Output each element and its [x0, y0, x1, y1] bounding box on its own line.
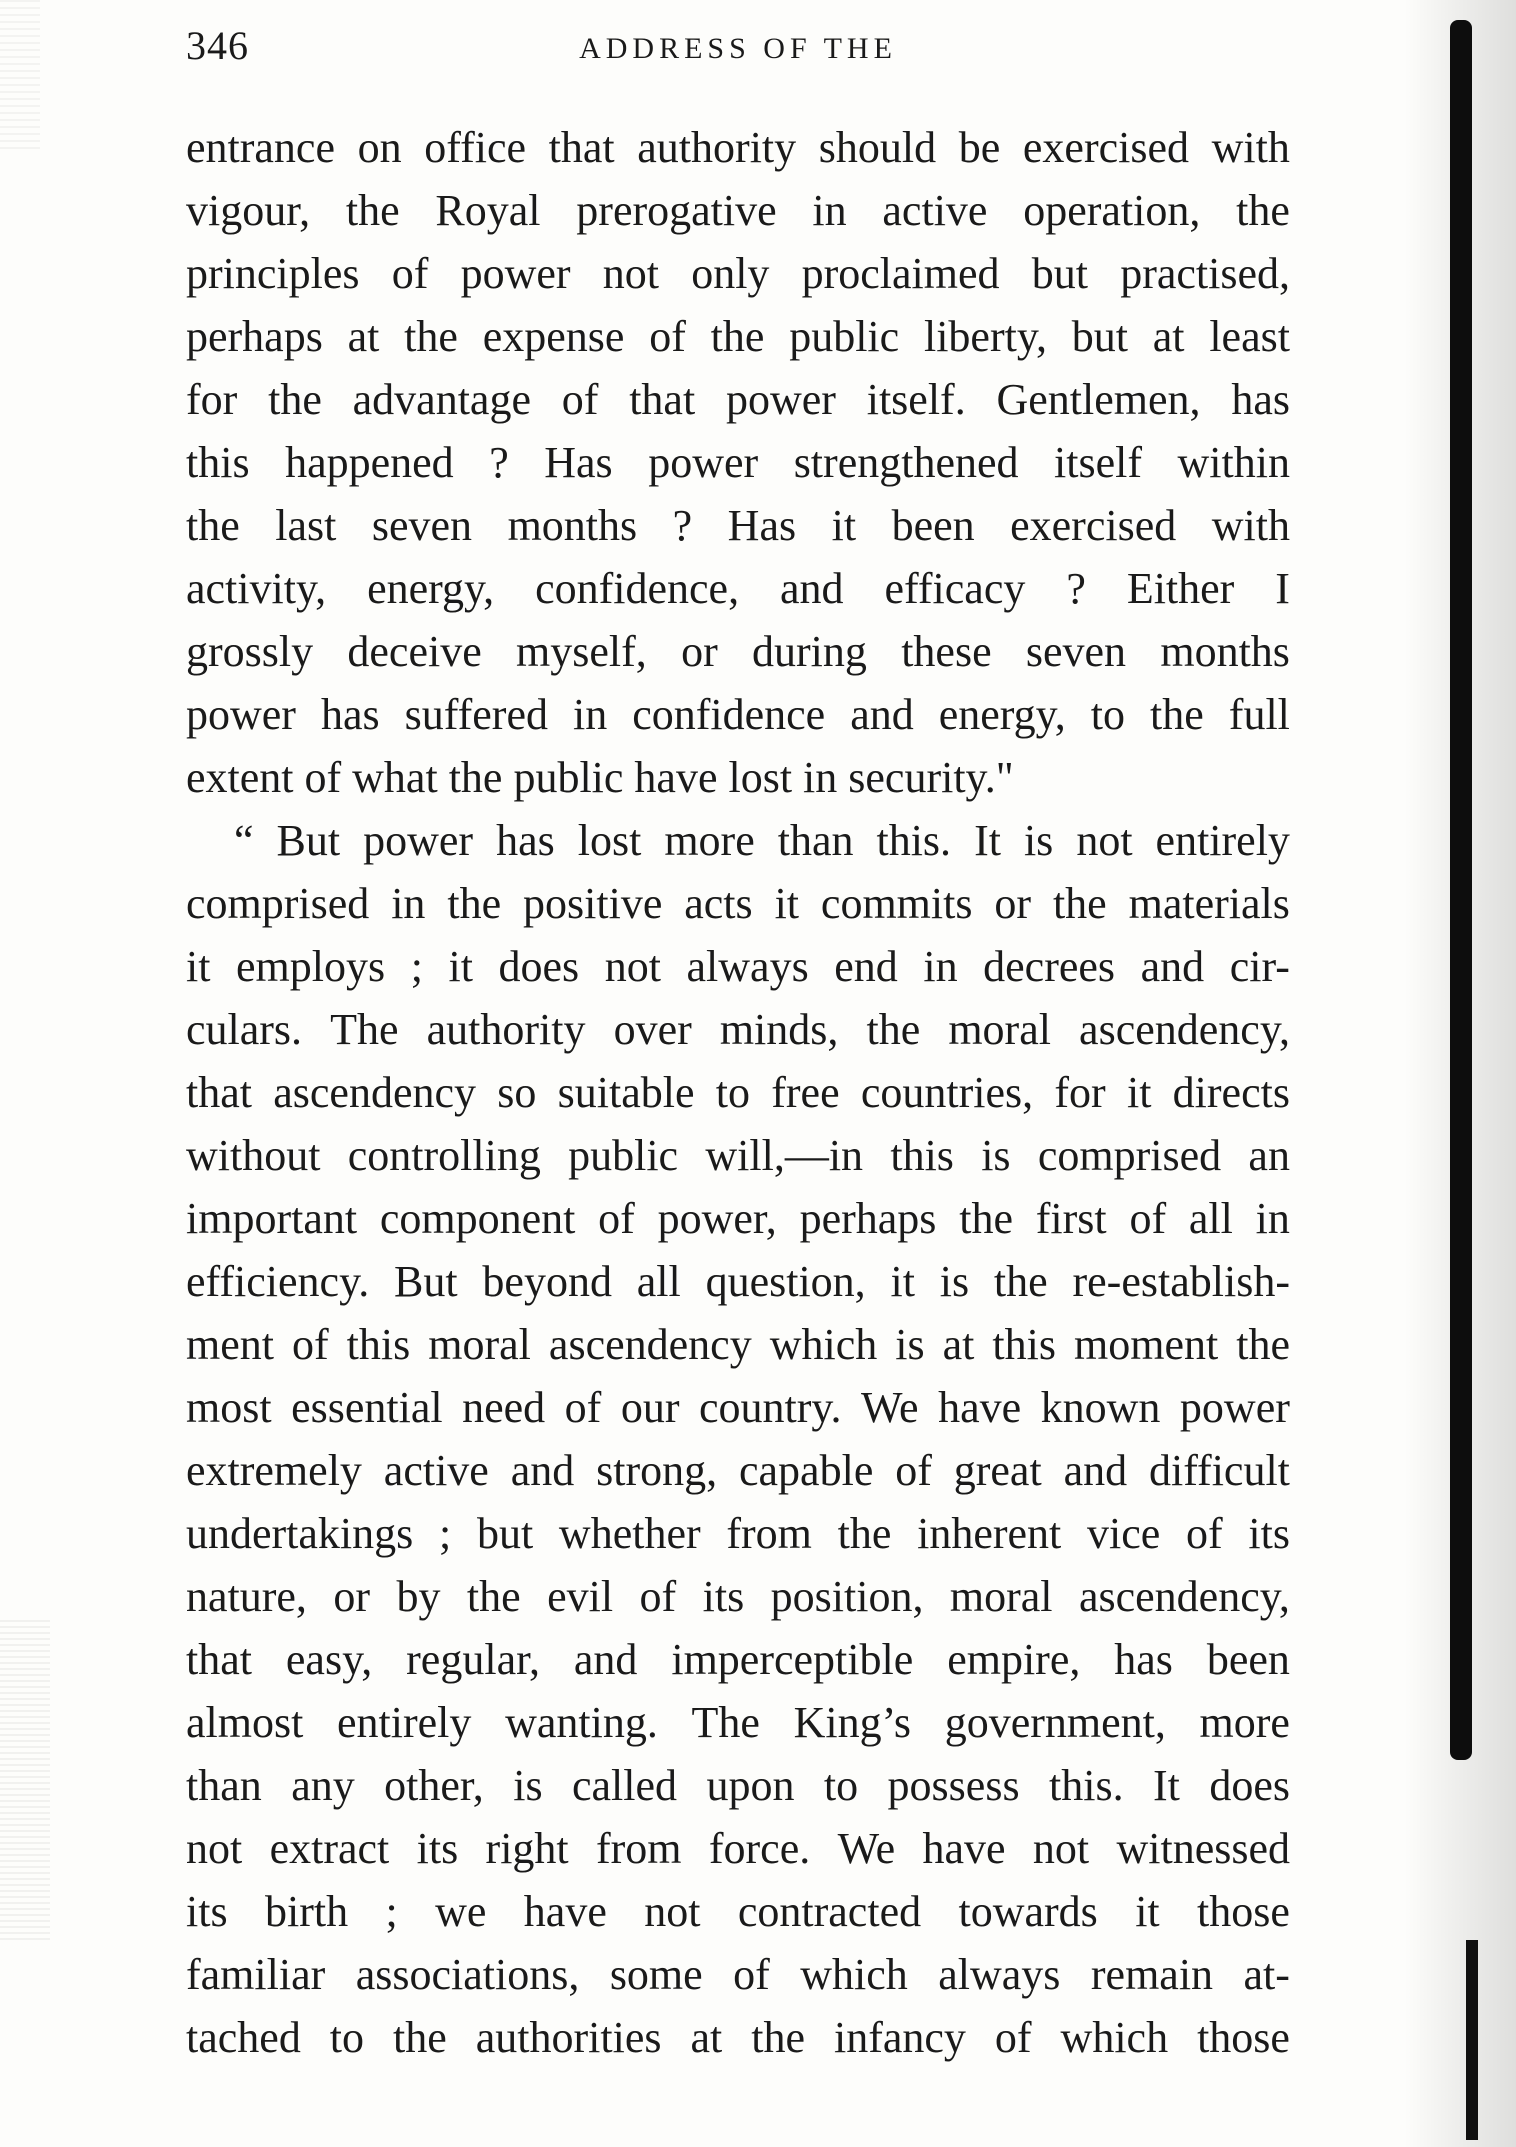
body-text — [186, 116, 1290, 2069]
text-line: activity, energy, confidence, and efficacy ? Either I — [186, 564, 1290, 613]
text-line: its birth ; we have not contracted towards it those — [186, 1887, 1290, 1936]
text-line: efficiency. But beyond all question, it is the re-establish- — [186, 1257, 1290, 1306]
text-line: nature, or by the evil of its position, moral ascendency, — [186, 1572, 1290, 1621]
binding-edge — [1466, 1940, 1478, 2140]
text-line: familiar associations, some of which always remain at- — [186, 1950, 1290, 1999]
text-line: undertakings ; but whether from the inherent vice of its — [186, 1509, 1290, 1558]
text-line: “ But power has lost more than this. It is not entirely — [234, 816, 1290, 865]
text-line: almost entirely wanting. The King’s government, more — [186, 1698, 1290, 1747]
text-line: perhaps at the expense of the public liberty, but at least — [186, 312, 1290, 361]
binding-edge — [1450, 20, 1472, 1760]
page-header — [186, 22, 1290, 82]
text-line: that easy, regular, and imperceptible empire, has been — [186, 1635, 1290, 1684]
text-line: ment of this moral ascendency which is at this moment the — [186, 1320, 1290, 1369]
text-line: extent of what the public have lost in security." — [186, 753, 1014, 802]
text-line: it employs ; it does not always end in decrees and cir- — [186, 942, 1290, 991]
page-number: 346 — [186, 23, 249, 68]
text-line: vigour, the Royal prerogative in active operation, the — [186, 186, 1290, 235]
scan-edge-noise — [0, 0, 40, 150]
text-line: without controlling public will,—in this is comprised an — [186, 1131, 1290, 1180]
text-line: that ascendency so suitable to free countries, for it directs — [186, 1068, 1290, 1117]
text-line: most essential need of our country. We have known power — [186, 1383, 1290, 1432]
text-line: for the advantage of that power itself. Gentlemen, has — [186, 375, 1290, 424]
text-line: the last seven months ? Has it been exercised with — [186, 501, 1290, 550]
text-line: this happened ? Has power strengthened itself within — [186, 438, 1290, 487]
text-line: power has suffered in confidence and energy, to the full — [186, 690, 1290, 739]
text-line: culars. The authority over minds, the moral ascendency, — [186, 1005, 1290, 1054]
text-line: principles of power not only proclaimed but practised, — [186, 249, 1290, 298]
text-line: comprised in the positive acts it commits or the materials — [186, 879, 1290, 928]
text-line: than any other, is called upon to possess this. It does — [186, 1761, 1290, 1810]
text-line: extremely active and strong, capable of great and difficult — [186, 1446, 1290, 1495]
text-line: tached to the authorities at the infancy of which those — [186, 2013, 1290, 2062]
text-line: not extract its right from force. We have not witnessed — [186, 1824, 1290, 1873]
text-line: grossly deceive myself, or during these seven months — [186, 627, 1290, 676]
text-line: entrance on office that authority should be exercised with — [186, 123, 1290, 172]
text-line: important component of power, perhaps the first of all in — [186, 1194, 1290, 1243]
scan-edge-noise — [0, 1620, 50, 1940]
running-head: ADDRESS OF THE — [579, 32, 897, 65]
